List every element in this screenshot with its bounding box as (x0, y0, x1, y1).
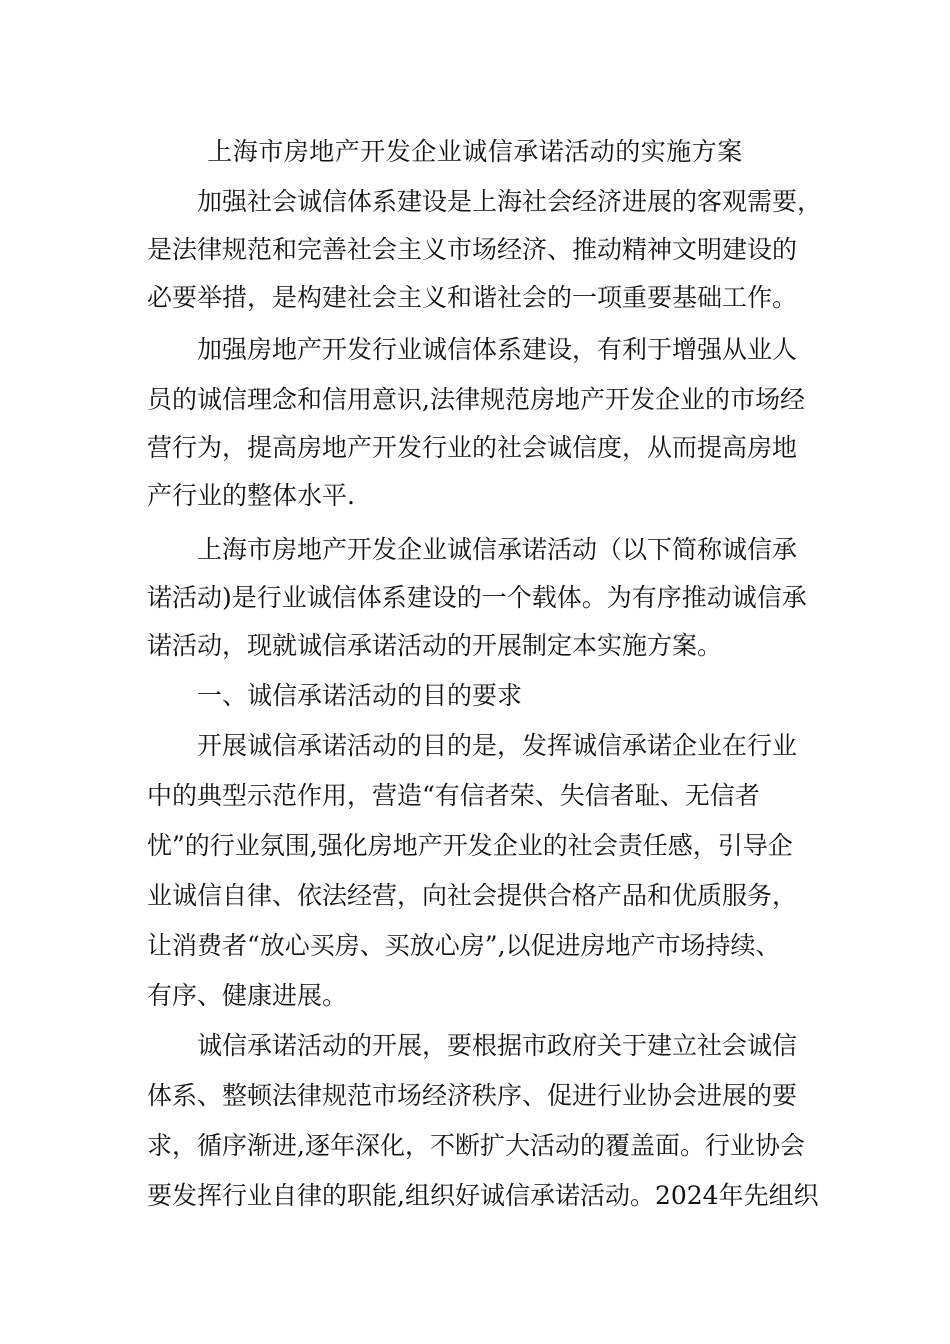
paragraph-line: 产行业的整体水平. (147, 481, 355, 510)
section-heading: 一、诚信承诺活动的目的要求 (197, 681, 523, 710)
paragraph-line: 上海市房地产开发企业诚信承诺活动（以下简称诚信承 (197, 535, 798, 564)
document-title: 上海市房地产开发企业诚信承诺活动的实施方案 (207, 137, 743, 166)
paragraph-line: 体系、整顿法律规范市场经济秩序、促进行业协会进展的要 (147, 1081, 798, 1110)
paragraph-line: 开展诚信承诺活动的目的是，发挥诚信承诺企业在行业 (197, 731, 798, 760)
paragraph-line: 诺活动，现就诚信承诺活动的开展制定本实施方案。 (147, 631, 723, 660)
paragraph-line: 让消费者“放心买房、买放心房”,以促进房地产市场持续、 (147, 931, 781, 960)
paragraph-line: 诺活动)是行业诚信体系建设的一个载体。为有序推动诚信承 (147, 583, 807, 612)
paragraph-line: 业诚信自律、依法经营，向社会提供合格产品和优质服务， (147, 881, 798, 910)
paragraph-line: 要发挥行业自律的职能,组织好诚信承诺活动。2024年先组织 (147, 1181, 819, 1210)
paragraph-line: 是法律规范和完善社会主义市场经济、推动精神文明建设的 (147, 235, 798, 264)
paragraph-line: 必要举措，是构建社会主义和谐社会的一项重要基础工作。 (147, 283, 798, 312)
paragraph-line: 加强房地产开发行业诚信体系建设，有利于增强从业人 (197, 335, 798, 364)
paragraph-line: 中的典型示范作用，营造“有信者荣、失信者耻、无信者 (147, 781, 760, 810)
paragraph-line: 忧”的行业氛围,强化房地产开发企业的社会责任感，引导企 (147, 831, 793, 860)
paragraph-line: 营行为，提高房地产开发行业的社会诚信度，从而提高房地 (147, 433, 798, 462)
paragraph-line: 有序、健康进展。 (147, 981, 348, 1010)
paragraph-line: 求，循序渐进,逐年深化，不断扩大活动的覆盖面。行业协会 (147, 1131, 805, 1160)
paragraph-line: 诚信承诺活动的开展，要根据市政府关于建立社会诚信 (197, 1031, 798, 1060)
paragraph-line: 员的诚信理念和信用意识,法律规范房地产开发企业的市场经 (147, 385, 805, 414)
paragraph-line: 加强社会诚信体系建设是上海社会经济进展的客观需要， (197, 187, 823, 216)
